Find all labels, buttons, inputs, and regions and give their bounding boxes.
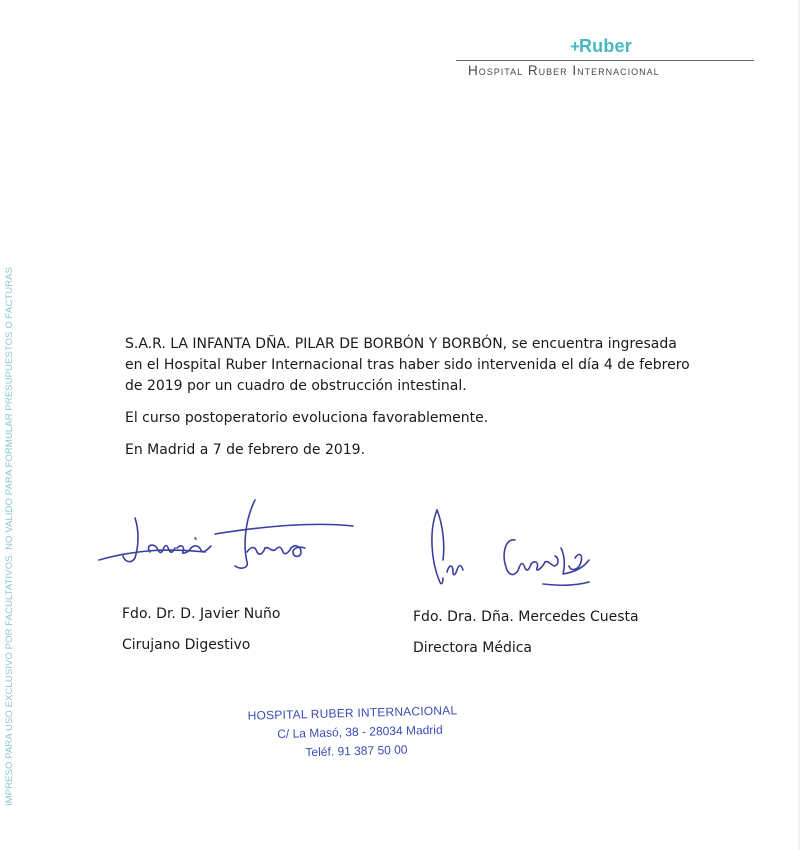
signature-right-drawing <box>425 500 605 600</box>
ruber-logo <box>570 36 632 57</box>
signatory-left <box>122 606 280 653</box>
letter-body <box>125 334 690 472</box>
signature-javier-nuno <box>95 490 360 580</box>
signatory-left-role: Cirujano Digestivo <box>122 637 251 653</box>
signatory-right-name: Fdo. Dra. Dña. Mercedes Cuesta <box>413 609 639 625</box>
logo-plus-icon: + <box>570 37 580 56</box>
hospital-name-header: Hospital Ruber Internacional <box>468 63 660 78</box>
signatory-left-name: Fdo. Dr. D. Javier Nuño <box>122 606 281 622</box>
logo-text: Ruber <box>578 36 632 56</box>
statement-line: S.A.R. LA INFANTA DÑA. PILAR DE BORBÓN Y BORBÓN, se encuentra ingresada <box>125 336 677 352</box>
stamp-address: C/ La Masó, 38 - 28034 Madrid <box>277 722 443 741</box>
stamp-phone: Teléf. 91 387 50 00 <box>305 742 408 760</box>
signature-left-drawing <box>95 490 360 580</box>
stamp-hospital-name: HOSPITAL RUBER INTERNACIONAL <box>247 703 458 723</box>
side-disclaimer: IMPRESO PARA USO EXCLUSIVO POR FACULTATIVOS. NO VALIDO PARA FORMULAR PRESUPUESTOS O FACTURAS <box>4 266 15 806</box>
statement-line: de 2019 por un cuadro de obstrucción intestinal. <box>125 378 467 394</box>
paragraph-status: El curso postoperatorio evoluciona favorablemente. <box>125 410 489 426</box>
paragraph-statement <box>125 334 690 397</box>
header-divider <box>456 60 754 61</box>
statement-line: en el Hospital Ruber Internacional tras haber sido intervenida el día 4 de febrero <box>125 357 690 373</box>
hospital-stamp <box>247 701 458 763</box>
paragraph-date: En Madrid a 7 de febrero de 2019. <box>125 442 366 458</box>
signatory-right <box>413 609 639 656</box>
signatory-right-role: Directora Médica <box>413 640 533 656</box>
signature-mercedes-cuesta <box>425 500 605 600</box>
